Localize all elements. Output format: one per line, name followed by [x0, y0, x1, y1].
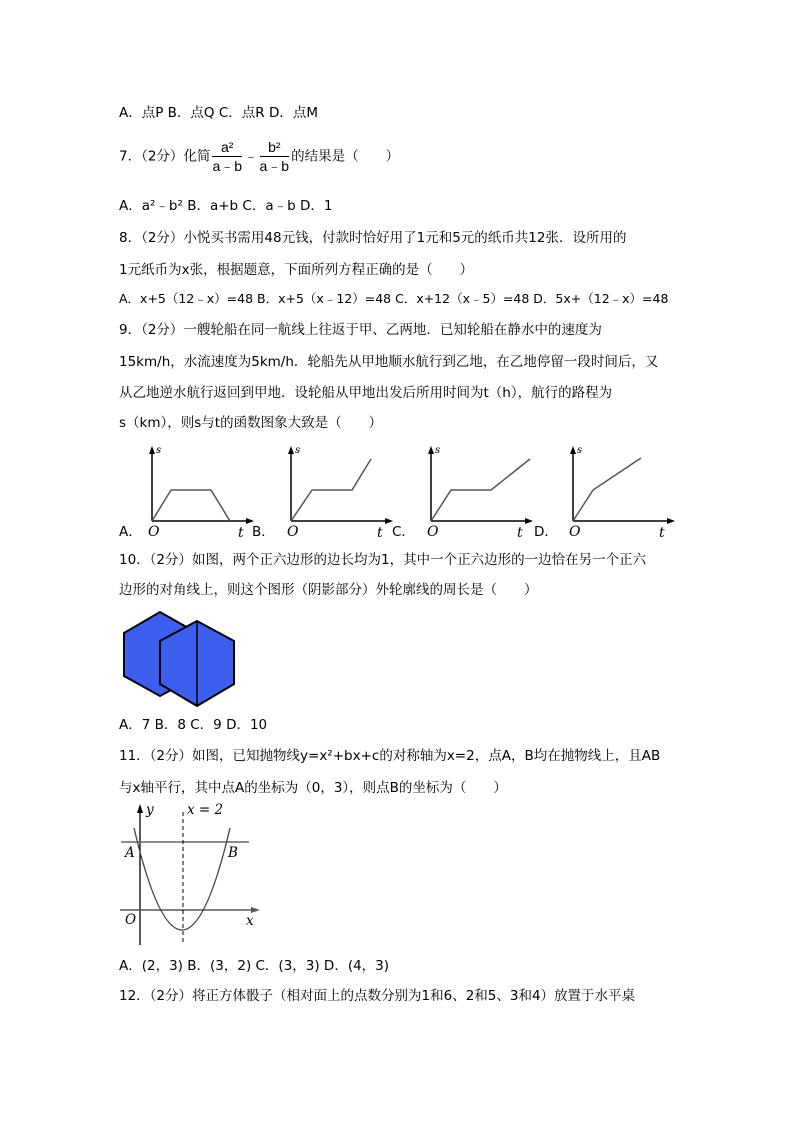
t-label: t: [377, 525, 383, 541]
numerator: b²: [260, 138, 290, 157]
origin-label: O: [125, 912, 137, 928]
y-label: y: [146, 802, 154, 818]
q9-line3: 从乙地逆水航行返回到甲地．设轮船从甲地出发后所用时间为t（h），航行的路程为: [119, 385, 613, 401]
graph-option-label: A．: [119, 524, 142, 540]
q6-options: A．点P B．点Q C．点R D．点M: [119, 105, 318, 121]
q9-line2: 15km/h，水流速度为5km/h．轮船先从甲地顺水航行到乙地，在乙地停留一段时间后，又: [119, 354, 659, 370]
t-label: t: [517, 525, 523, 541]
q7-suffix: 的结果是（ ）: [291, 148, 400, 165]
origin-label: O: [427, 524, 439, 540]
q12-line1: 12．（2分）将正方体骰子（相对面上的点数分别为1和6、2和5、3和4）放置于水平桌: [119, 988, 636, 1004]
x-label: x: [246, 913, 254, 929]
q8-options: A．x+5（12﹣x）=48 B．x+5（x﹣12）=48 C．x+12（x﹣5）=48 D．5x+（12﹣x）=48: [119, 291, 669, 306]
s-label: s: [295, 445, 301, 456]
graph-option-label: D．: [534, 524, 558, 540]
q7-prefix: 7．（2分）化简: [119, 148, 211, 165]
s-label: s: [577, 445, 583, 456]
origin-label: O: [148, 524, 160, 540]
t-label: t: [659, 525, 665, 541]
q10-line2: 边形的对角线上，则这个图形（阴影部分）外轮廓线的周长是（ ）: [119, 582, 538, 598]
origin-label: O: [287, 524, 299, 540]
q8-line2: 1元纸币为x张，根据题意，下面所列方程正确的是（ ）: [119, 262, 474, 278]
q11-line2: 与x轴平行，其中点A的坐标为（0，3），则点B的坐标为（ ）: [119, 780, 507, 796]
graph-option-label: C．: [392, 524, 415, 540]
q9-line4: s（km），则s与t的函数图象大致是（ ）: [119, 415, 383, 431]
y-axis-arrow: [137, 804, 143, 813]
q11-line1: 11．（2分）如图，已知抛物线y=x²+bx+c的对称轴为x=2，点A，B均在抛物线上，且AB: [119, 748, 661, 764]
q8-line1: 8．（2分）小悦买书需用48元钱，付款时恰好用了1元和5元的纸币共12张．设所用的: [119, 230, 627, 246]
minus-sign: ﹣: [244, 148, 258, 165]
point-a-label: A: [125, 845, 135, 861]
numerator: a²: [212, 138, 242, 157]
q9-line1: 9．（2分）一艘轮船在同一航线上往返于甲、乙两地．已知轮船在静水中的速度为: [119, 322, 602, 338]
q10-line1: 10．（2分）如图，两个正六边形的边长均为1，其中一个正六边形的一边恰在另一个正六: [119, 552, 647, 568]
q10-options: A．7 B．8 C．9 D．10: [119, 717, 268, 733]
denominator: a﹣b: [212, 158, 243, 174]
symmetry-label: x = 2: [187, 802, 224, 818]
point-b-label: B: [228, 845, 238, 861]
t-label: t: [238, 525, 244, 541]
origin-label: O: [569, 524, 581, 540]
q7-options: A．a²﹣b² B．a+b C．a﹣b D．1: [119, 198, 333, 214]
s-label: s: [156, 445, 162, 456]
parabola-curve: [134, 828, 230, 930]
q11-options: A．(2，3) B．(3，2) C．(3，3) D．(4，3): [119, 958, 390, 974]
s-label: s: [435, 445, 441, 456]
graph-option-label: B．: [252, 524, 275, 540]
denominator: a﹣b: [259, 158, 290, 174]
